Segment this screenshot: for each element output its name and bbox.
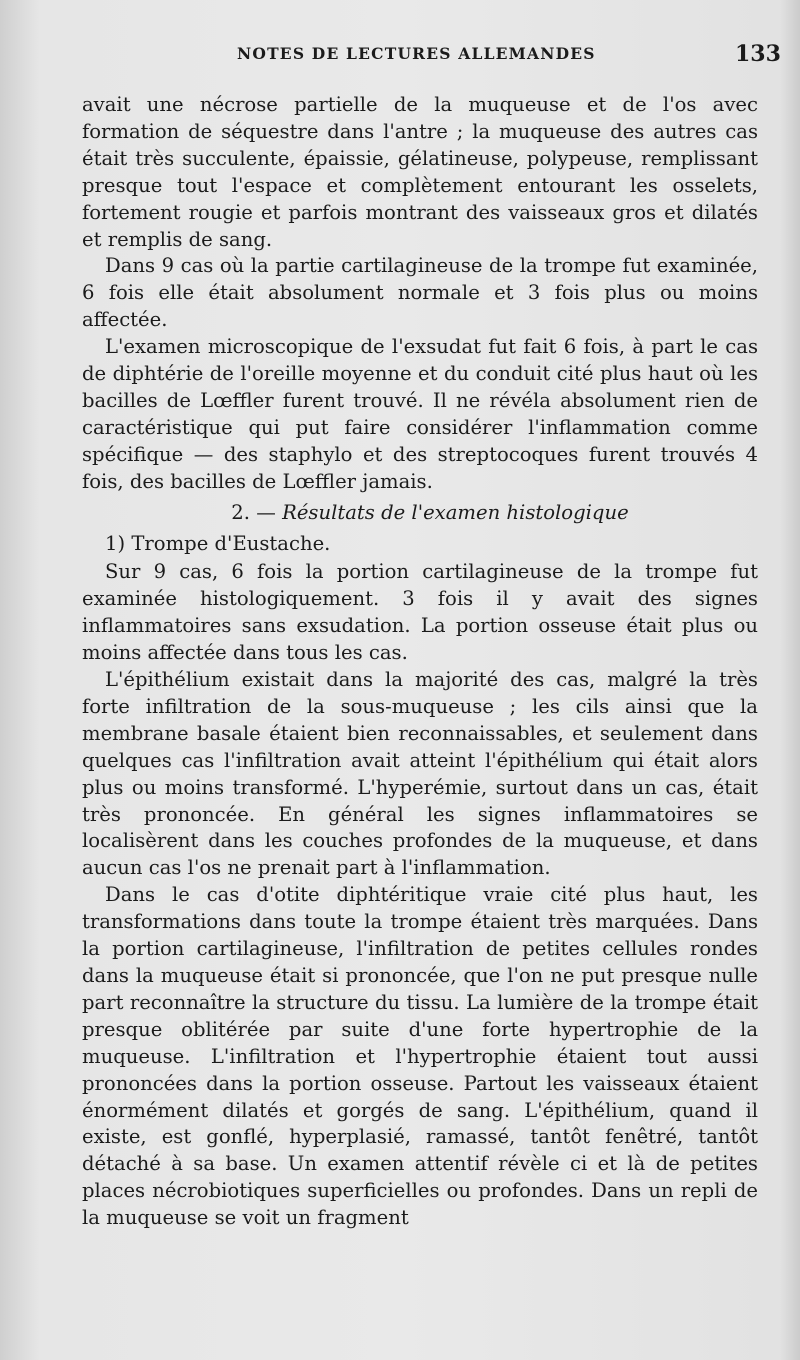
page-header <box>0 41 800 74</box>
paragraph-4: Sur 9 cas, 6 fois la portion cartilagineuse de la trompe fut examinée histologiquement. 3 fois il y avait des signes inflammatoires sans exsudation. La portion osseuse était plus ou moins affectée dans tous les cas. <box>82 560 758 665</box>
paragraph-2: Dans 9 cas où la partie cartilagineuse de la trompe fut examinée, 6 fois elle était absolument normale et 3 fois plus ou moins affectée. <box>82 254 758 332</box>
section-heading-number: 2. — <box>231 500 276 524</box>
paragraph-6: Dans le cas d'otite diphtéritique vraie cité plus haut, les transformations dans toute la trompe étaient très marquées. Dans la portion cartilagineuse, l'infiltration de petites cellules rondes dans la muqueuse était si prononcée, que l'on ne put presque nulle part reconnaître la structure du tissu. La lumière de la trompe était presque oblitérée par suite d'une forte hypertrophie de la muqueuse. L'infiltration et l'hypertrophie étaient tout aussi prononcées dans la portion osseuse. Partout les vaisseaux étaient énormément dilatés et gorgés de sang. L'épithélium, quand il existe, est gonflé, hyperplasié, ramassé, tantôt fenêtré, tantôt détaché à sa base. Un examen attentif révèle ci et là de petites places nécrobiotiques superficielles ou profondes. Dans un repli de la muqueuse se voit un fragment <box>82 883 758 1230</box>
page-number: 133 <box>735 41 781 67</box>
paragraph-5: L'épithélium existait dans la majorité des cas, malgré la très forte infiltration de la sous-muqueuse ; les cils ainsi que la membrane basale étaient bien reconnaissables, et seulement dans quelques cas l'infiltration avait atteint l'épithélium qui était alors plus ou moins transformé. L'hyperémie, surtout dans un cas, était très prononcée. En général les signes inflammatoires se localisèrent dans les couches profondes de la muqueuse, et dans aucun cas l'os ne prenait part à l'inflammation. <box>82 668 758 880</box>
section-heading-title: Résultats de l'examen histologique <box>282 500 629 524</box>
running-title: NOTES DE LECTURES ALLEMANDES <box>237 44 596 63</box>
page-body <box>82 92 758 1232</box>
section-heading <box>82 500 758 527</box>
paragraph-1: avait une nécrose partielle de la muqueuse et de l'os avec formation de séquestre dans l'antre ; la muqueuse des autres cas était très succulente, épaissie, gélatineuse, polypeuse, remplissant presque tout l'espace et complètement entourant les osselets, fortement rougie et parfois montrant des vaisseaux gros et dilatés et remplis de sang. <box>82 93 758 251</box>
paragraph-3: L'examen microscopique de l'exsudat fut fait 6 fois, à part le cas de diphtérie de l'oreille moyenne et du conduit cité plus haut où les bacilles de Lœffler furent trouvé. Il ne révéla absolument rien de caractéristique qui put faire considérer l'inflammation comme spécifique — des staphylo et des streptocoques furent trouvés 4 fois, des bacilles de Lœffler jamais. <box>82 335 758 493</box>
subheading: 1) Trompe d'Eustache. <box>105 531 331 555</box>
